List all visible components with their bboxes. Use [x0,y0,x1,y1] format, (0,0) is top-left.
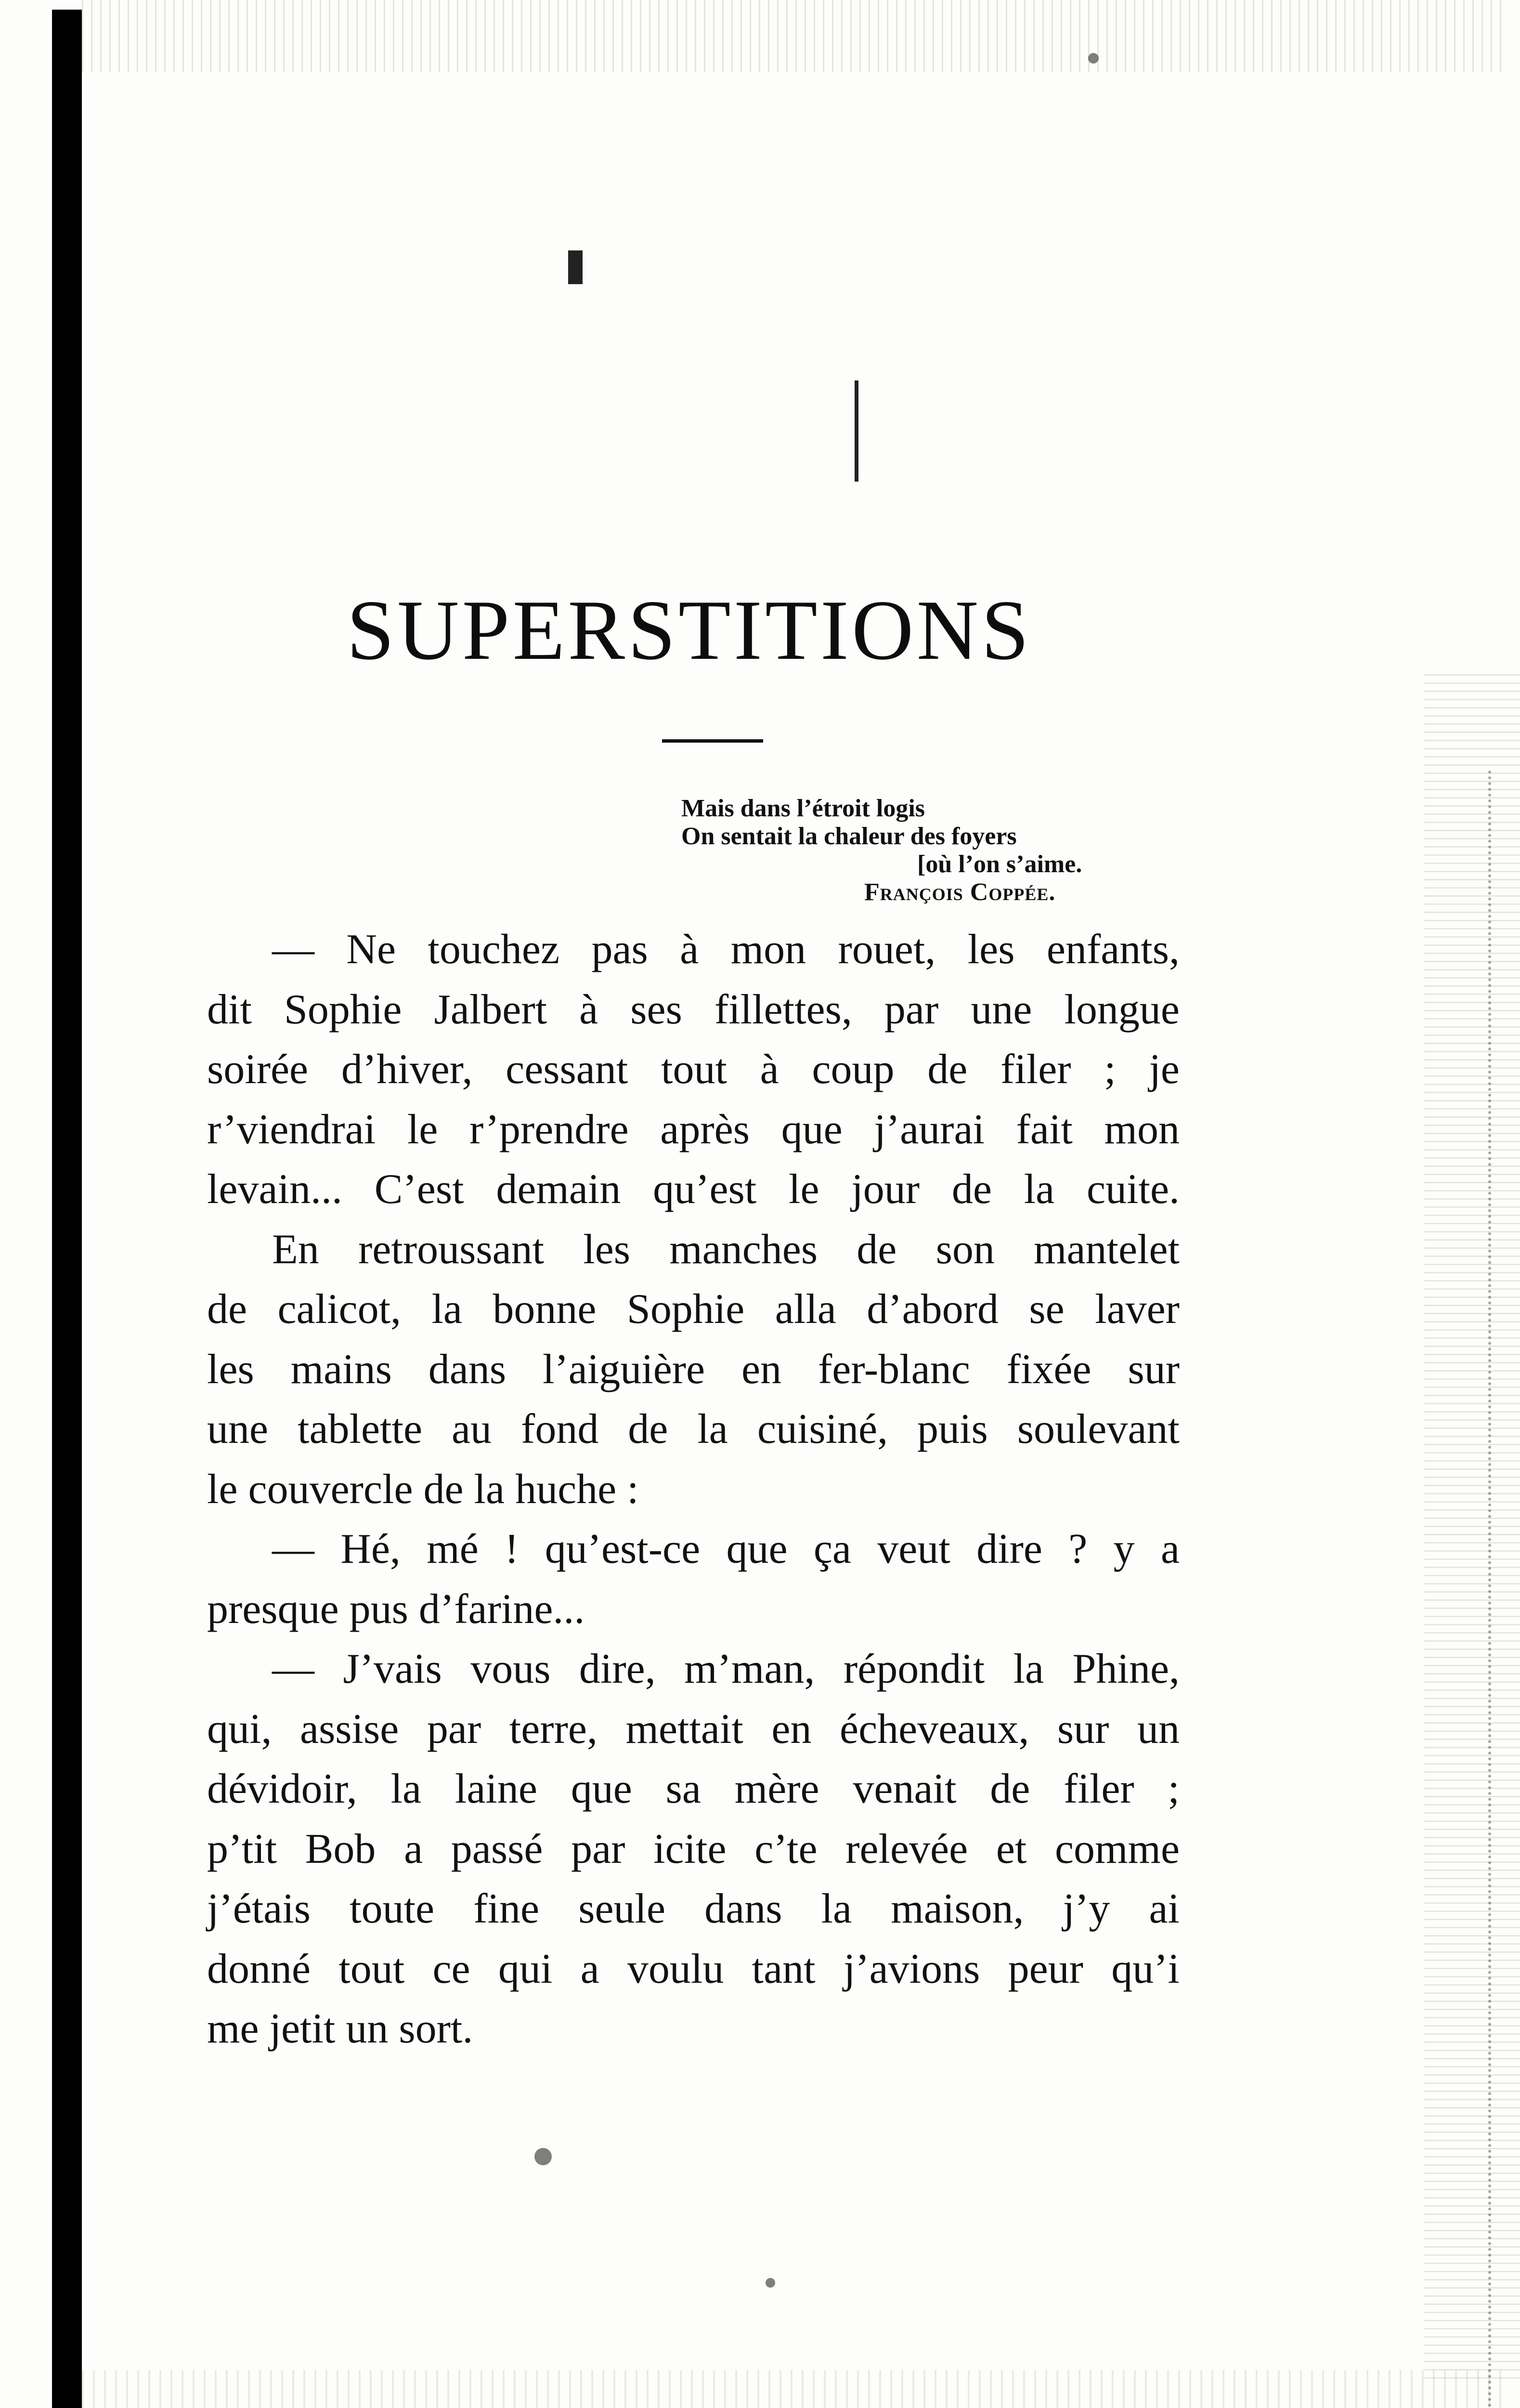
paragraph [207,1220,1180,1520]
page-edge-marks [1488,771,1510,2408]
page-title: SUPERSTITIONS [347,582,1032,678]
text-line: soirée d’hiver, cessant tout à coup de filer ; je [207,1046,1180,1093]
text-line: les mains dans l’aiguière en fer-blanc fixée sur [207,1346,1180,1393]
text-line: de calicot, la bonne Sophie alla d’abord se laver [207,1286,1180,1333]
text-line: qui, assise par terre, mettait en écheveaux, sur un [207,1705,1180,1753]
paragraph [207,920,1180,1220]
scan-noise-bottom [82,2370,1507,2408]
scan-noise-top [82,0,1507,72]
epigraph-line: On sentait la chaleur des foyers [681,823,1017,850]
text-line: presque pus d’farine... [207,1585,585,1633]
text-line: — Ne touchez pas à mon rouet, les enfants, [272,926,1180,973]
epigraph-line: Mais dans l’étroit logis [681,795,925,822]
text-line: — Hé, mé ! qu’est-ce que ça veut dire ? y a [272,1526,1180,1572]
text-line: j’étais toute fine seule dans la maison, j’y ai [207,1885,1180,1932]
stray-mark [568,250,583,284]
stray-mark [855,380,858,482]
stray-mark [766,2278,775,2288]
stray-mark [1088,53,1099,64]
text-line: En retroussant les manches de son mantelet [272,1226,1180,1273]
stray-mark [534,2148,552,2165]
text-line: le couvercle de la huche : [207,1466,639,1513]
text-line: — J’vais vous dire, m’man, répondit la Phine, [272,1646,1180,1692]
text-line: une tablette au fond de la cuisiné, puis soulevant [207,1406,1180,1453]
text-line: donné tout ce qui a voulu tant j’avions peur qu’i [207,1945,1180,1992]
body-text [207,920,1180,2059]
binding-spine [52,10,82,2408]
text-line: levain... C’est demain qu’est le jour de la cuite. [207,1166,1180,1213]
text-line: me jetit un sort. [207,2005,473,2052]
epigraph-line: [où l’on s’aime. [917,851,1082,878]
title-divider [662,739,763,743]
epigraph-author: François Coppée. [864,878,1056,906]
text-line: dit Sophie Jalbert à ses fillettes, par une longue [207,986,1180,1033]
paragraph [207,1639,1180,2059]
paragraph [207,1519,1180,1639]
text-line: dévidoir, la laine que sa mère venait de filer ; [207,1766,1180,1812]
text-line: p’tit Bob a passé par icite c’te relevée et comme [207,1825,1180,1872]
text-line: r’viendrai le r’prendre après que j’aurai fait mon [207,1106,1180,1153]
epigraph [672,795,1225,906]
